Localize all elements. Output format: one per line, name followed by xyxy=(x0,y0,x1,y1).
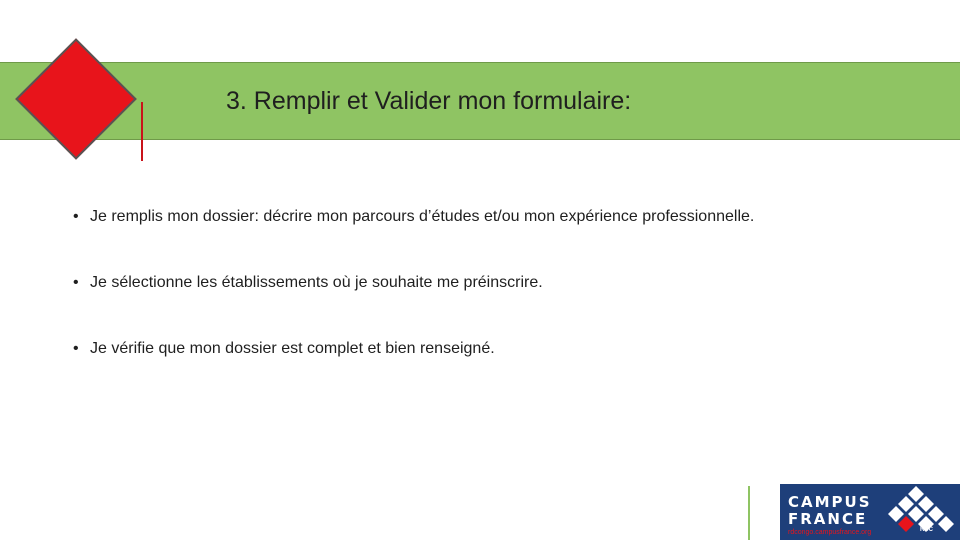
bullet-item xyxy=(73,340,754,406)
logo-url: rdcongo.campusfrance.org xyxy=(788,529,872,536)
bullet-item xyxy=(73,274,754,340)
logo-wordmark xyxy=(788,494,872,528)
logo-line-1: CAMPUS xyxy=(788,493,872,511)
bullet-dot: • xyxy=(73,274,79,291)
red-divider-line xyxy=(141,102,143,161)
bullet-dot: • xyxy=(73,208,79,225)
logo-diamond-pattern-icon xyxy=(874,484,958,532)
red-diamond-shape xyxy=(15,38,137,160)
campus-france-logo xyxy=(780,484,960,540)
bullet-text: Je vérifie que mon dossier est complet et bien renseigné. xyxy=(90,340,495,357)
green-divider-line xyxy=(748,486,750,540)
logo-region: RDC xyxy=(920,527,933,533)
logo-line-2: FRANCE xyxy=(788,510,868,528)
bullet-item xyxy=(73,208,754,274)
bullet-text: Je sélectionne les établissements où je souhaite me préinscrire. xyxy=(90,274,543,291)
bullet-text: Je remplis mon dossier: décrire mon parcours d’études et/ou mon expérience professionnelle. xyxy=(90,208,755,225)
bullet-list xyxy=(73,208,754,406)
bullet-dot: • xyxy=(73,340,79,357)
slide-title: 3. Remplir et Valider mon formulaire: xyxy=(226,87,632,115)
